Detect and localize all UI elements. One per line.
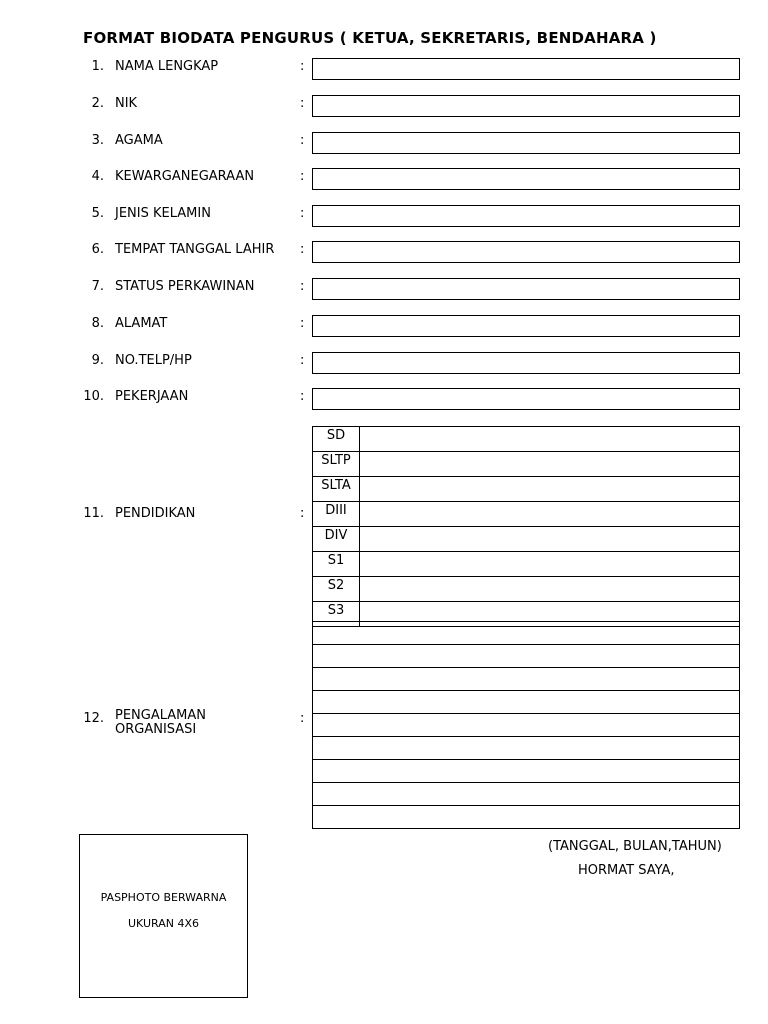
field-number: 2.	[91, 96, 104, 111]
education-table	[312, 426, 740, 627]
education-row	[313, 477, 740, 502]
experience-table	[312, 621, 740, 829]
field-number: 5.	[91, 206, 104, 221]
field-number: 11.	[83, 506, 104, 521]
education-level-label: DIV	[313, 527, 360, 552]
field-colon: :	[300, 96, 305, 111]
photo-caption-line1: PASPHOTO BERWARNA	[100, 891, 227, 904]
education-entry-cell[interactable]	[360, 502, 740, 527]
experience-entry-cell[interactable]	[313, 622, 740, 645]
education-entry-cell[interactable]	[360, 427, 740, 452]
education-row	[313, 452, 740, 477]
field-label-pekerjaan: PEKERJAAN	[115, 389, 189, 404]
experience-row	[313, 806, 740, 829]
field-input-no-telp-hp[interactable]	[312, 352, 740, 374]
experience-entry-cell[interactable]	[313, 806, 740, 829]
education-level-label: DIII	[313, 502, 360, 527]
field-label-alamat: ALAMAT	[115, 316, 168, 331]
form-title: FORMAT BIODATA PENGURUS ( KETUA, SEKRETARIS, BENDAHARA )	[83, 29, 657, 47]
field-number: 9.	[91, 353, 104, 368]
education-level-label: SLTP	[313, 452, 360, 477]
field-colon: :	[300, 242, 305, 257]
experience-entry-cell[interactable]	[313, 645, 740, 668]
signature-date: (TANGGAL, BULAN,TAHUN)	[548, 839, 722, 854]
field-input-jenis-kelamin[interactable]	[312, 205, 740, 227]
education-row	[313, 577, 740, 602]
field-input-alamat[interactable]	[312, 315, 740, 337]
education-entry-cell[interactable]	[360, 577, 740, 602]
field-colon: :	[300, 59, 305, 74]
education-row	[313, 502, 740, 527]
field-label-no-telp-hp: NO.TELP/HP	[115, 353, 192, 368]
field-colon: :	[300, 206, 305, 221]
education-entry-cell[interactable]	[360, 527, 740, 552]
education-level-label: S3	[313, 602, 360, 627]
field-label-status-perkawinan: STATUS PERKAWINAN	[115, 279, 255, 294]
field-colon: :	[300, 389, 305, 404]
field-colon: :	[300, 316, 305, 331]
field-input-status-perkawinan[interactable]	[312, 278, 740, 300]
education-row	[313, 552, 740, 577]
experience-row	[313, 760, 740, 783]
field-label-jenis-kelamin: JENIS KELAMIN	[115, 206, 211, 221]
field-label-pengalaman-organisasi: PENGALAMAN ORGANISASI	[115, 708, 207, 737]
experience-row	[313, 668, 740, 691]
field-label-kewarganegaraan: KEWARGANEGARAAN	[115, 169, 255, 184]
field-number: 7.	[91, 279, 104, 294]
field-number: 10.	[83, 389, 104, 404]
experience-row	[313, 622, 740, 645]
education-row	[313, 527, 740, 552]
experience-row	[313, 737, 740, 760]
field-colon: :	[300, 133, 305, 148]
signature-closing: HORMAT SAYA,	[578, 863, 675, 878]
field-input-kewarganegaraan[interactable]	[312, 168, 740, 190]
field-colon: :	[300, 353, 305, 368]
field-label-nama-lengkap: NAMA LENGKAP	[115, 59, 219, 74]
education-level-label: S1	[313, 552, 360, 577]
experience-row	[313, 714, 740, 737]
experience-row	[313, 691, 740, 714]
field-input-agama[interactable]	[312, 132, 740, 154]
education-level-label: S2	[313, 577, 360, 602]
field-label-nik: NIK	[115, 96, 138, 111]
education-entry-cell[interactable]	[360, 452, 740, 477]
field-number: 6.	[91, 242, 104, 257]
experience-entry-cell[interactable]	[313, 737, 740, 760]
field-input-nik[interactable]	[312, 95, 740, 117]
field-number: 12.	[83, 711, 104, 726]
field-input-tempat-tanggal-lahir[interactable]	[312, 241, 740, 263]
field-number: 8.	[91, 316, 104, 331]
experience-row	[313, 645, 740, 668]
field-label-agama: AGAMA	[115, 133, 163, 148]
field-colon: :	[300, 711, 305, 726]
field-number: 1.	[91, 59, 104, 74]
photo-caption-line2: UKURAN 4X6	[127, 917, 199, 930]
experience-entry-cell[interactable]	[313, 714, 740, 737]
education-entry-cell[interactable]	[360, 552, 740, 577]
field-input-pekerjaan[interactable]	[312, 388, 740, 410]
experience-entry-cell[interactable]	[313, 760, 740, 783]
education-level-label: SLTA	[313, 477, 360, 502]
photo-box	[79, 834, 248, 998]
field-input-nama-lengkap[interactable]	[312, 58, 740, 80]
experience-entry-cell[interactable]	[313, 691, 740, 714]
field-label-tempat-tanggal-lahir: TEMPAT TANGGAL LAHIR	[115, 242, 275, 257]
education-row	[313, 427, 740, 452]
field-number: 4.	[91, 169, 104, 184]
field-colon: :	[300, 169, 305, 184]
education-level-label: SD	[313, 427, 360, 452]
experience-entry-cell[interactable]	[313, 783, 740, 806]
field-colon: :	[300, 279, 305, 294]
experience-entry-cell[interactable]	[313, 668, 740, 691]
field-label-pendidikan: PENDIDIKAN	[115, 506, 196, 521]
education-entry-cell[interactable]	[360, 477, 740, 502]
field-number: 3.	[91, 133, 104, 148]
experience-row	[313, 783, 740, 806]
field-colon: :	[300, 506, 305, 521]
